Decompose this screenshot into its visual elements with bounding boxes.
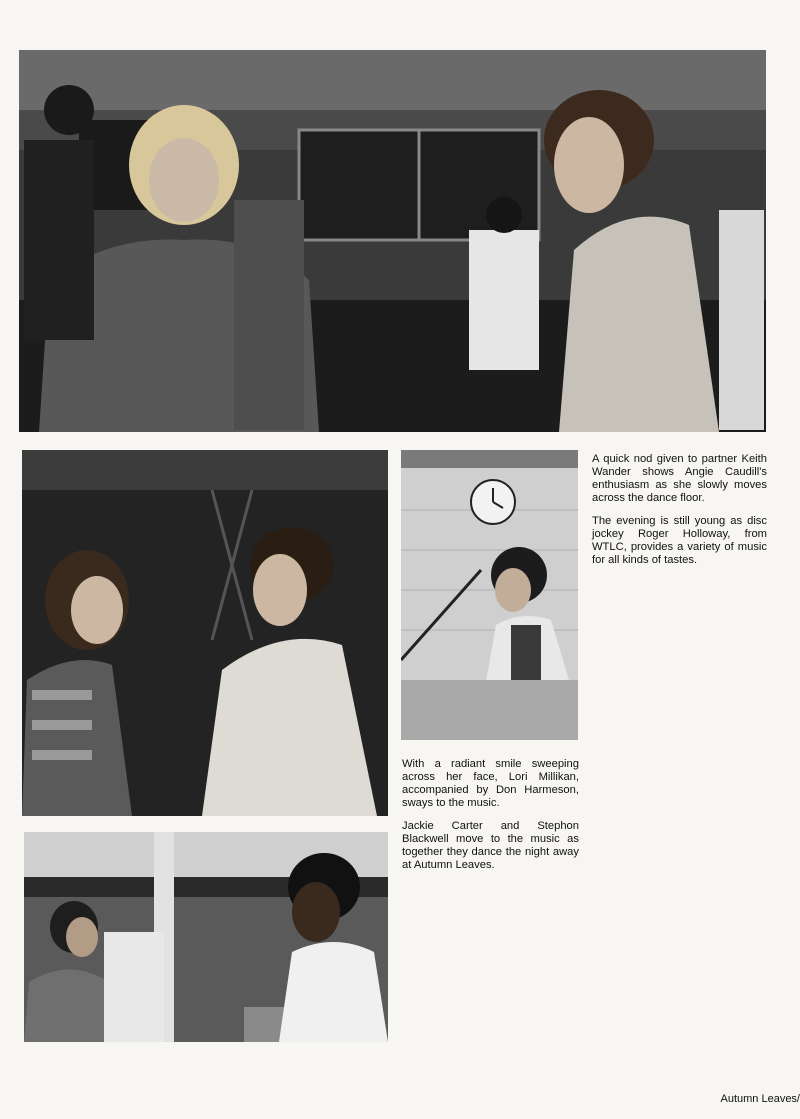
dance-floor-photo xyxy=(19,50,766,432)
caption-block-right xyxy=(592,453,767,577)
caption-block-middle xyxy=(402,758,579,882)
caption-jackie-carter: Jackie Carter and Stephon Blackwell move to the music as together they dance the night away at Autumn Leaves. xyxy=(402,820,579,871)
page-folio: Autumn Leaves/ xyxy=(720,1093,800,1105)
caption-disc-jockey: The evening is still young as disc jockey Roger Holloway, from WTLC, provides a variety of music for all kinds of tastes. xyxy=(592,515,767,566)
caption-dance-floor: A quick nod given to partner Keith Wander shows Angie Caudill's enthusiasm as she slowly moves across the dance floor. xyxy=(592,453,767,504)
disc-jockey-photo xyxy=(401,450,578,740)
caption-lori-millikan: With a radiant smile sweeping across her face, Lori Millikan, accompanied by Don Harmeson, sways to the music. xyxy=(402,758,579,809)
couple-dancing-photo-2 xyxy=(24,832,388,1042)
couple-dancing-photo xyxy=(22,450,388,816)
